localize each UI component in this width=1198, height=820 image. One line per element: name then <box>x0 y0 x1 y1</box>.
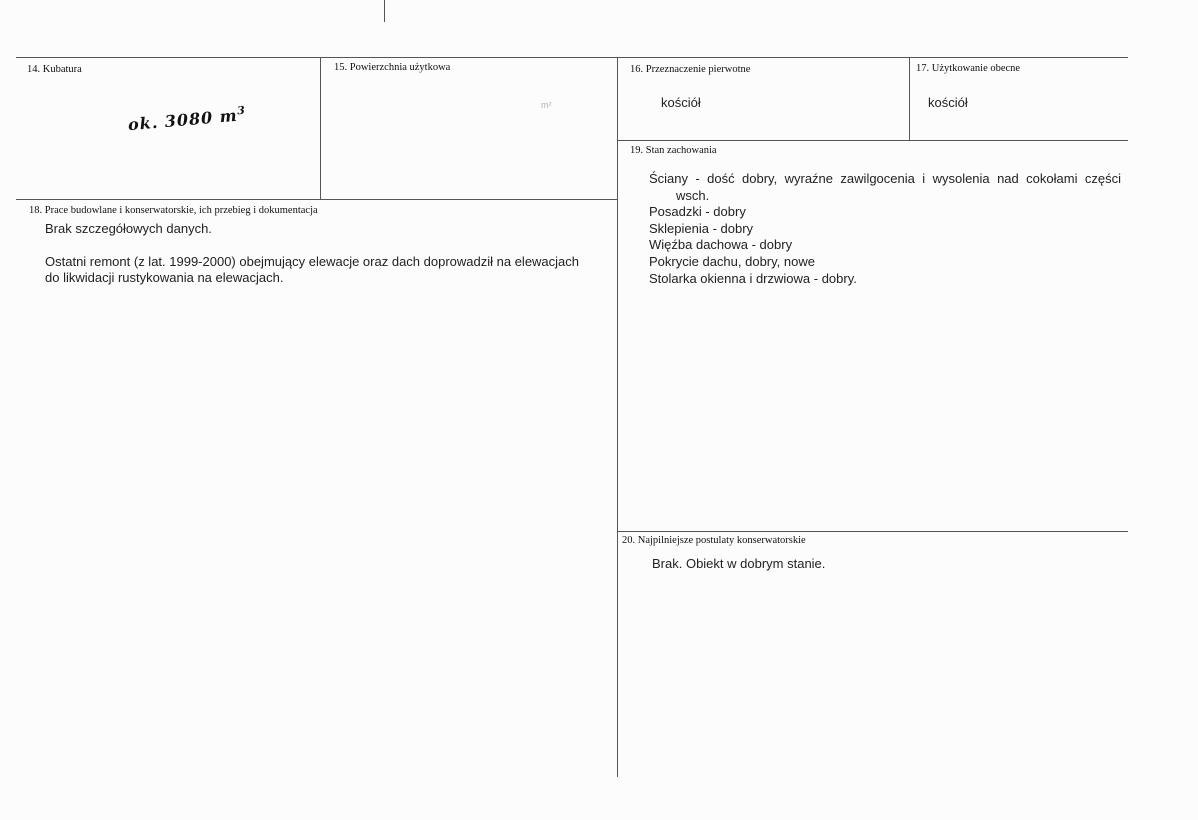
field-15-label: 15. Powierzchnia użytkowa <box>334 62 451 73</box>
field-18-line-3: do likwidacji rustykowania na elewacjach. <box>45 270 284 286</box>
field-19-line: Więźba dachowa - dobry <box>649 237 793 253</box>
field-19-text <box>649 171 1121 287</box>
divider-14-15 <box>320 57 321 199</box>
field-14-value-text: ok. 3080 m <box>127 105 239 135</box>
rule-above-18 <box>16 199 617 200</box>
field-19-line: Posadzki - dobry <box>649 204 746 220</box>
rule-above-19 <box>617 140 1128 141</box>
field-16-label: 16. Przeznaczenie pierwotne <box>630 64 751 75</box>
field-19-line: Ściany - dość dobry, wyraźne zawilgocenia i wysolenia nad cokołami części <box>649 171 1121 186</box>
header-rule <box>16 57 1128 58</box>
field-14-value <box>127 104 247 135</box>
field-19-line: wsch. <box>676 187 710 203</box>
field-14-label: 14. Kubatura <box>27 64 82 75</box>
rule-above-20 <box>617 531 1128 532</box>
field-18-label: 18. Prace budowlane i konserwatorskie, ich przebieg i dokumentacja <box>29 205 318 216</box>
field-17-value: kościół <box>928 95 968 110</box>
field-18-line-1: Brak szczegółowych danych. <box>45 221 212 236</box>
field-16-value: kościół <box>661 95 701 110</box>
field-15-unit-hint: m² <box>541 100 552 110</box>
field-20-label: 20. Najpilniejsze postulaty konserwatorskie <box>622 535 806 546</box>
field-19-line: Stolarka okienna i drzwiowa - dobry. <box>649 270 857 286</box>
field-19-line: Sklepienia - dobry <box>649 220 754 236</box>
top-divider <box>384 0 385 22</box>
field-19-label: 19. Stan zachowania <box>630 145 717 156</box>
field-18-text <box>45 221 605 287</box>
divider-16-17 <box>909 57 910 141</box>
divider-left-right <box>617 57 618 777</box>
field-19-line: Pokrycie dachu, dobry, nowe <box>649 253 815 269</box>
field-14-value-sup: 3 <box>236 103 247 118</box>
field-18-line-2: Ostatni remont (z lat. 1999-2000) obejmujący elewacje oraz dach doprowadził na elewacjach <box>45 253 580 269</box>
field-20-value: Brak. Obiekt w dobrym stanie. <box>652 556 826 571</box>
field-17-label: 17. Użytkowanie obecne <box>916 63 1021 74</box>
